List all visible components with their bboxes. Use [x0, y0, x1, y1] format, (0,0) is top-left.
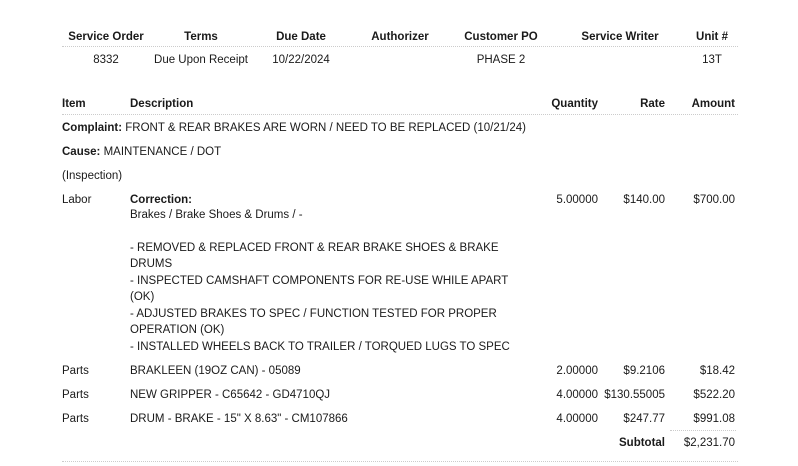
header-service-writer: Service Writer [581, 31, 659, 43]
due-date-value: 10/22/2024 [272, 54, 330, 66]
part-description: BRAKLEEN (19OZ CAN) - 05089 [130, 365, 301, 377]
inspection-label: (Inspection) [62, 170, 123, 182]
col-description: Description [130, 98, 194, 110]
cause-label: Cause: [62, 146, 101, 158]
correction-line: - REMOVED & REPLACED FRONT & REAR BRAKE SHOES & BRAKE [130, 242, 499, 254]
part-item: Parts [62, 365, 89, 377]
col-rate: Rate [640, 98, 665, 110]
col-quantity: Quantity [551, 98, 598, 110]
correction-line: OPERATION (OK) [130, 324, 225, 336]
divider [670, 430, 736, 432]
header-due-date: Due Date [276, 31, 326, 43]
part-amount: $18.42 [699, 365, 735, 377]
subtotal-label: Subtotal [619, 437, 665, 449]
part-description: DRUM - BRAKE - 15" X 8.63" - CM107866 [130, 413, 348, 425]
part-rate: $130.55005 [604, 389, 665, 401]
labor-amount: $700.00 [693, 194, 735, 206]
part-description: NEW GRIPPER - C65642 - GD4710QJ [130, 389, 331, 401]
correction-subtitle: Brakes / Brake Shoes & Drums / - [130, 209, 303, 221]
correction-line: - INSTALLED WHEELS BACK TO TRAILER / TORQUED LUGS TO SPEC [130, 341, 510, 353]
complaint-row [62, 121, 526, 135]
part-item: Parts [62, 413, 89, 425]
cause-row [62, 145, 221, 159]
cause-text: MAINTENANCE / DOT [103, 146, 222, 158]
col-item: Item [62, 98, 86, 110]
header-service-order: Service Order [68, 31, 144, 43]
correction-line: DRUMS [130, 258, 173, 270]
part-amount: $991.08 [693, 413, 735, 425]
part-rate: $9.2106 [623, 365, 665, 377]
divider [62, 461, 738, 463]
header-authorizer: Authorizer [371, 31, 429, 43]
labor-quantity: 5.00000 [556, 194, 598, 206]
labor-item: Labor [62, 194, 92, 206]
part-quantity: 4.00000 [556, 389, 598, 401]
correction-label: Correction: [130, 194, 192, 206]
service-order-value: 8332 [93, 54, 119, 66]
complaint-text: FRONT & REAR BRAKES ARE WORN / NEED TO BE REPLACED (10/21/24) [125, 122, 526, 134]
divider [62, 114, 738, 116]
unit-value: 13T [702, 54, 722, 66]
part-rate: $247.77 [623, 413, 665, 425]
part-item: Parts [62, 389, 89, 401]
divider [62, 46, 738, 48]
labor-rate: $140.00 [623, 194, 665, 206]
part-quantity: 2.00000 [556, 365, 598, 377]
complaint-label: Complaint: [62, 122, 123, 134]
customer-po-value: PHASE 2 [476, 54, 526, 66]
header-unit: Unit # [696, 31, 728, 43]
subtotal-value: $2,231.70 [683, 437, 735, 449]
correction-line: - ADJUSTED BRAKES TO SPEC / FUNCTION TESTED FOR PROPER [130, 308, 497, 320]
correction-line: (OK) [130, 291, 155, 303]
correction-line: - INSPECTED CAMSHAFT COMPONENTS FOR RE-USE WHILE APART [130, 275, 509, 287]
header-customer-po: Customer PO [464, 31, 538, 43]
terms-value: Due Upon Receipt [154, 54, 248, 66]
part-amount: $522.20 [693, 389, 735, 401]
part-quantity: 4.00000 [556, 413, 598, 425]
header-terms: Terms [184, 31, 218, 43]
col-amount: Amount [691, 98, 735, 110]
